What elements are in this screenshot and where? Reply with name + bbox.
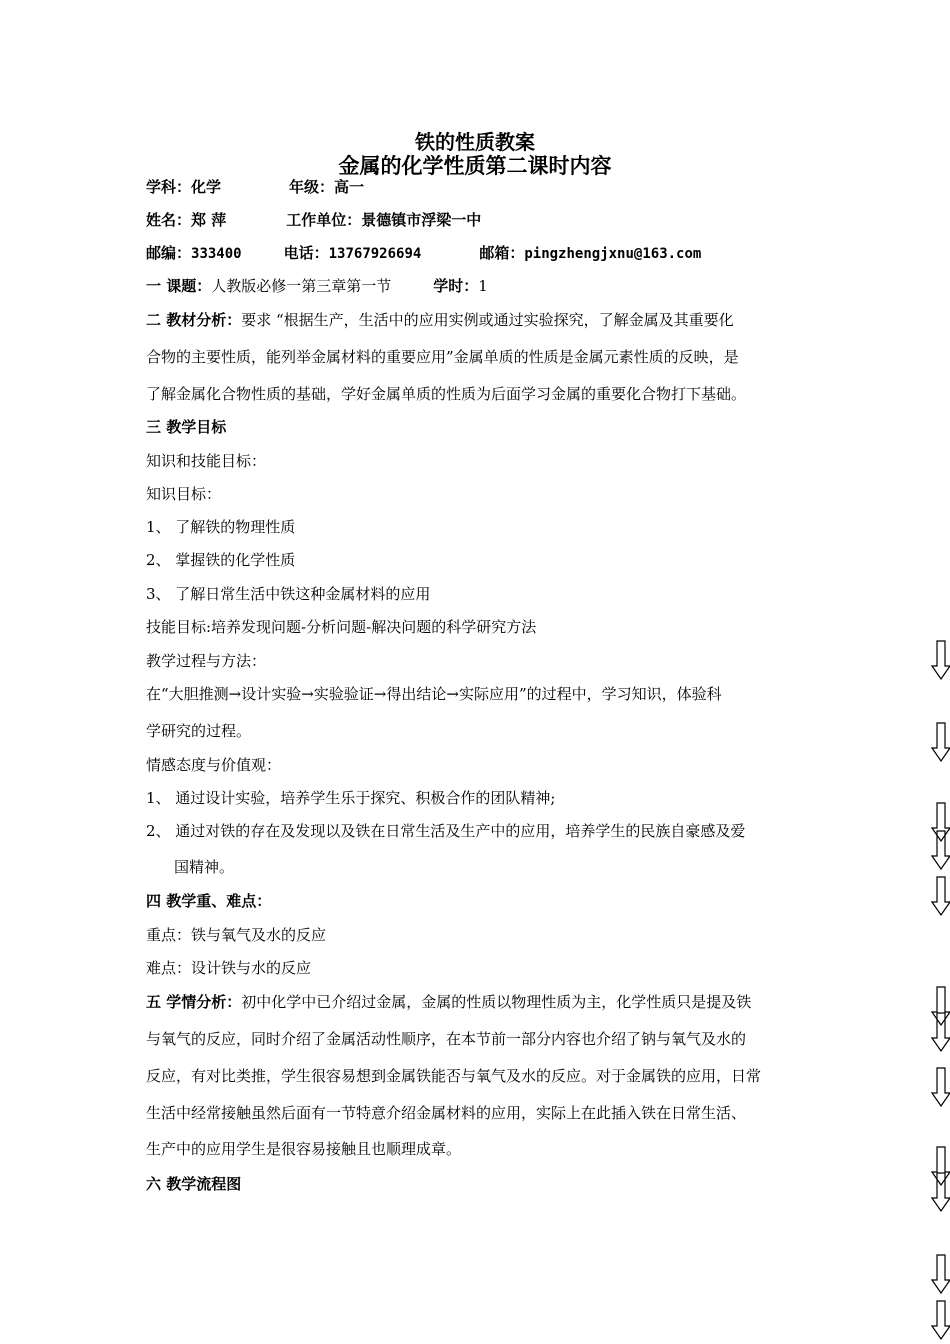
down-arrow-icon: [931, 722, 950, 762]
material-line-1: [146, 311, 734, 329]
topic-line: [146, 277, 488, 295]
email-value: pingzhengjxnu@163.com: [524, 246, 702, 262]
hours-label: 学时：: [433, 277, 479, 295]
document-title: 铁的性质教案: [415, 130, 535, 154]
goals-line: 2、 掌握铁的化学性质: [146, 551, 296, 569]
postcode-value: 333400: [191, 246, 242, 262]
analysis-text: 初中化学中已介绍过金属，金属的性质以物理性质为主，化学性质只是提及铁: [241, 993, 752, 1011]
goals-line: 在“大胆推测→设计实验→实验验证→得出结论→实际应用”的过程中，学习知识，体验科: [146, 685, 722, 703]
analysis-heading: 五 学情分析：: [146, 993, 242, 1011]
analysis-line: 生活中经常接触虽然后面有一节特意介绍金属材料的应用，实际上在此插入铁在日常生活、: [146, 1104, 747, 1122]
name-label: 姓名：郑 萍: [146, 211, 227, 229]
analysis-line: 生产中的应用学生是很容易接触且也顺理成章。: [146, 1140, 462, 1158]
analysis-line: 反应，有对比类推，学生很容易想到金属铁能否与氧气及水的反应。对于金属铁的应用，日常: [146, 1067, 762, 1085]
goals-line: 1、 通过设计实验，培养学生乐于探究、积极合作的团队精神;: [146, 789, 556, 807]
phone-label: 电话：: [283, 244, 329, 262]
flow-heading: 六 教学流程图: [146, 1175, 242, 1193]
down-arrow-icon: [931, 876, 950, 916]
grade-label: 年级：高一: [289, 178, 365, 196]
goals-line: 技能目标:培养发现问题-分析问题-解决问题的科学研究方法: [146, 618, 537, 636]
author-info: [146, 211, 481, 229]
phone-value: 13767926694: [328, 246, 422, 262]
down-arrow-icon: [931, 830, 950, 870]
down-arrow-icon: [931, 1172, 950, 1212]
goals-line: 知识和技能目标：: [146, 452, 267, 470]
key-point-line: 难点：设计铁与水的反应: [146, 959, 312, 977]
material-heading: 二 教材分析：: [146, 311, 242, 329]
goals-line: 情感态度与价值观：: [146, 756, 282, 774]
key-points-heading: 四 教学重、难点：: [146, 892, 272, 910]
goals-line: 教学过程与方法：: [146, 652, 267, 670]
material-line-3: 了解金属化合物性质的基础，学好金属单质的性质为后面学习金属的重要化合物打下基础。: [146, 385, 747, 403]
analysis-line: 与氧气的反应，同时介绍了金属活动性顺序，在本节前一部分内容也介绍了钠与氧气及水的: [146, 1030, 747, 1048]
goals-line: 2、 通过对铁的存在及发现以及铁在日常生活及生产中的应用，培养学生的民族自豪感及爱: [146, 822, 746, 840]
down-arrow-icon: [931, 1067, 950, 1107]
goals-line: 国精神。: [174, 858, 235, 876]
down-arrow-icon: [931, 1254, 950, 1294]
analysis-line-1: [146, 993, 751, 1011]
goals-line: 学研究的过程。: [146, 722, 252, 740]
postcode-label: 邮编：: [146, 244, 192, 262]
topic-text: 人教版必修一第三章第一节: [211, 277, 392, 295]
goals-line: 1、 了解铁的物理性质: [146, 518, 296, 536]
email-label: 邮箱：: [479, 244, 525, 262]
document-subtitle: 金属的化学性质第二课时内容: [338, 154, 612, 178]
subject-info: [146, 178, 364, 196]
subject-label: 学科：化学: [146, 178, 222, 196]
goals-line: 3、 了解日常生活中铁这种金属材料的应用: [146, 585, 431, 603]
down-arrow-icon: [931, 1012, 950, 1052]
hours-value: 1: [478, 277, 488, 295]
topic-heading: 一 课题：: [146, 277, 212, 295]
down-arrow-icon: [931, 1300, 950, 1340]
contact-info: [146, 244, 701, 263]
material-line-2: 合物的主要性质，能列举金属材料的重要应用”金属单质的性质是金属元素性质的反映，是: [146, 348, 739, 366]
goals-heading: 三 教学目标: [146, 418, 227, 436]
goals-line: 知识目标：: [146, 485, 222, 503]
key-point-line: 重点：铁与氧气及水的反应: [146, 926, 327, 944]
down-arrow-icon: [931, 640, 950, 680]
material-text: 要求 “根据生产，生活中的应用实例或通过实验探究，了解金属及其重要化: [241, 311, 734, 329]
unit-label: 工作单位：景德镇市浮梁一中: [286, 211, 482, 229]
